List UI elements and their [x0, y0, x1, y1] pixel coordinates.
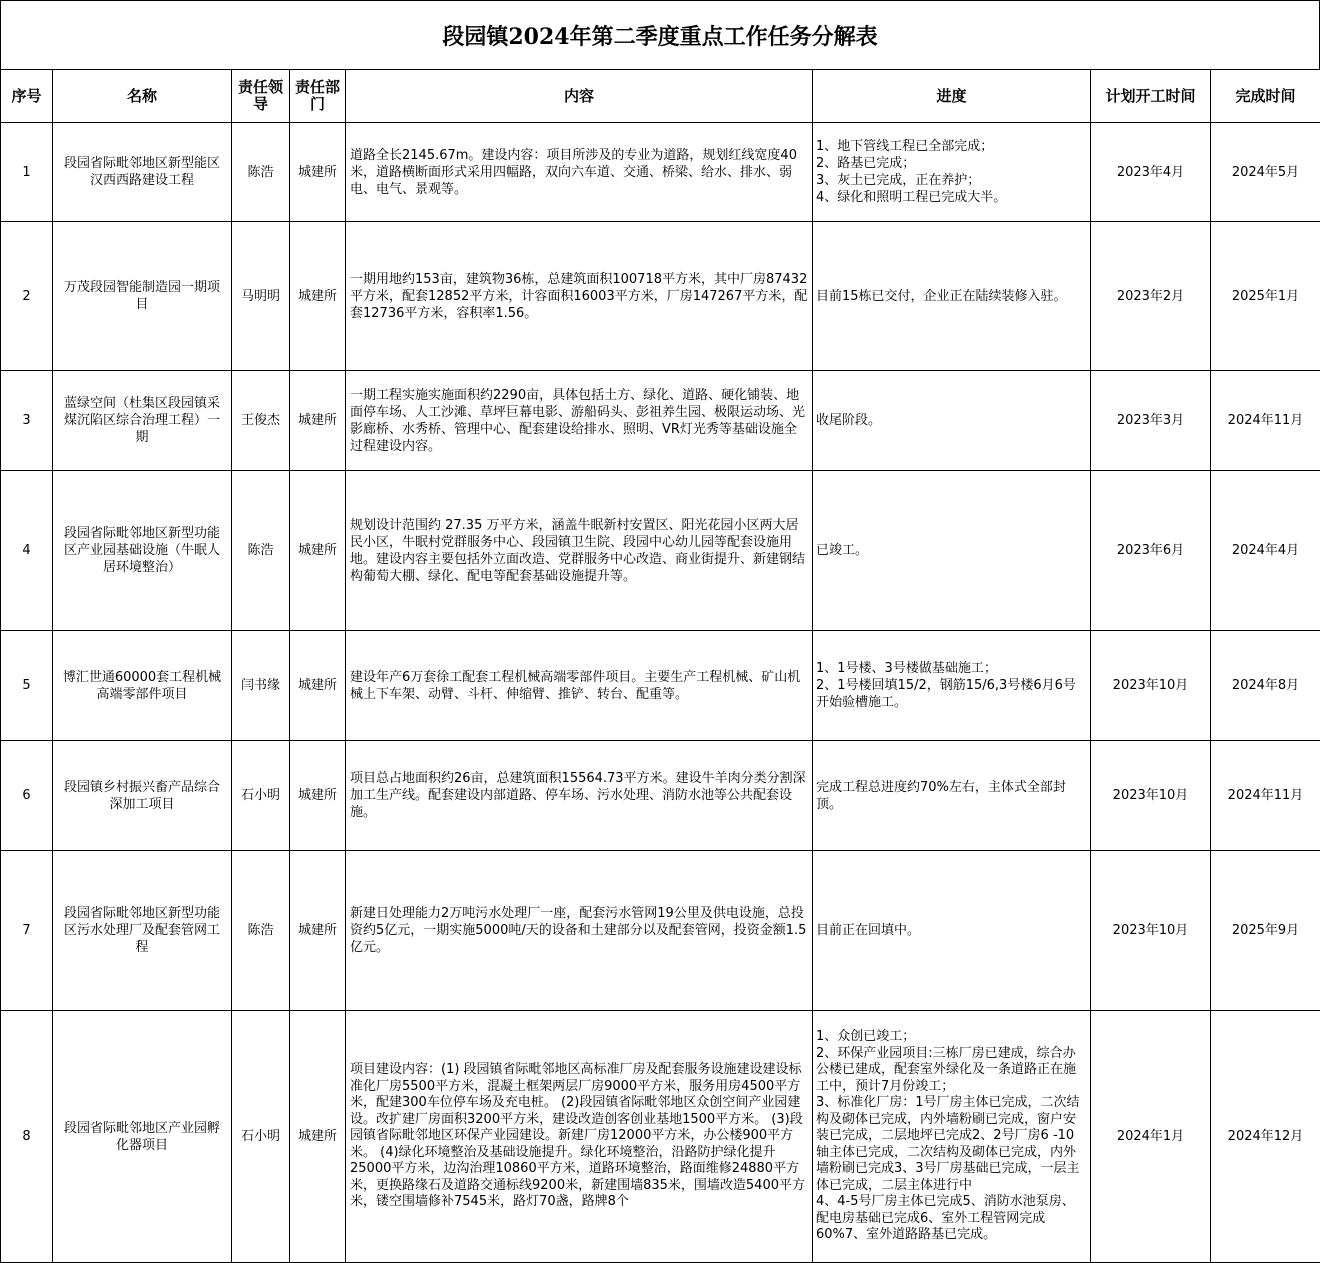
table-row [1, 631, 1320, 741]
row-name: 段园省际毗邻地区新型功能区产业园基础设施（牛眠人居环境整治） [53, 471, 232, 631]
table-row [1, 471, 1320, 631]
header-no: 序号 [1, 70, 53, 123]
row-no: 1 [1, 123, 53, 222]
table-row [1, 222, 1320, 371]
row-progress: 1、众创已竣工； 2、环保产业园项目:三栋厂房已建成，综合办公楼已建成，配套室外绿化及一条道路正在施工中，预计7月份竣工； 3、标准化厂房：1号厂房主体已完成，二次结构及砌体已完成，内外墙粉刷已完成，窗户安装已完成，二层地坪已完成2、2号厂房6 -10轴主体已完成，二次结构及砌体已完成，内外墙粉刷已完成3、3号厂房基础已完成，一层主体已完成，二层主体进行中 4、4-5号厂房主体已完成5、消防水池泵房、配电房基础已完成6、室外工程管网完成60%7、室外道路路基已完成。 [813, 1011, 1091, 1263]
row-leader: 陈浩 [232, 471, 290, 631]
row-name: 段园省际毗邻地区新型能区汉西西路建设工程 [53, 123, 232, 222]
row-dept: 城建所 [290, 741, 346, 851]
row-leader: 石小明 [232, 1011, 290, 1263]
row-start: 2023年10月 [1091, 741, 1211, 851]
row-progress: 目前正在回填中。 [813, 851, 1091, 1011]
row-name: 蓝绿空间（杜集区段园镇采煤沉陷区综合治理工程）一期 [53, 371, 232, 471]
row-no: 7 [1, 851, 53, 1011]
header-start: 计划开工时间 [1091, 70, 1211, 123]
row-leader: 闫书缘 [232, 631, 290, 741]
table-body [1, 123, 1320, 1263]
row-content: 建设年产6万套徐工配套工程机械高端零部件项目。主要生产工程机械、矿山机械上下车架、动臂、斗杆、伸缩臂、推铲、转台、配重等。 [346, 631, 813, 741]
row-end: 2024年11月 [1211, 371, 1320, 471]
row-no: 4 [1, 471, 53, 631]
row-content: 一期用地约153亩，建筑物36栋，总建筑面积100718平方米，其中厂房87432平方米，配套12852平方米，计容面积16003平方米，厂房147267平方米，配套12736平方米，容积率1.56。 [346, 222, 813, 371]
row-content: 项目建设内容：(1) 段园镇省际毗邻地区高标准厂房及配套服务设施建设建设标准化厂房5500平方米，混凝土框架两层厂房9000平方米，服务用房4500平方米，配建300车位停车场及充电桩。 (2)段园镇省际毗邻地区众创空间产业园建设。改扩建厂房面积3200平方米，建设改造创客创业基地1500平方米。 (3)段园镇省际毗邻地区环保产业园建设。新建厂房12000平方米，办公楼900平方米。 (4)绿化环境整治及基础设施提升。绿化环境整治，沿路防护绿化提升25000平方米，边沟治理10860平方米，道路环境整治，路面维修24880平方米，更换路缘石及道路交通标线9200米，新建围墙835米，围墙改造5400平方米，镂空围墙修补7545米，路灯70盏，路牌8个 [346, 1011, 813, 1263]
row-dept: 城建所 [290, 471, 346, 631]
row-leader: 陈浩 [232, 851, 290, 1011]
row-name: 万茂段园智能制造园一期项目 [53, 222, 232, 371]
row-name: 段园镇乡村振兴畜产品综合深加工项目 [53, 741, 232, 851]
row-end: 2024年5月 [1211, 123, 1320, 222]
row-end: 2024年4月 [1211, 471, 1320, 631]
row-end: 2025年9月 [1211, 851, 1320, 1011]
table-title: 段园镇2024年第二季度重点工作任务分解表 [0, 0, 1320, 69]
row-start: 2023年10月 [1091, 631, 1211, 741]
header-leader: 责任领导 [232, 70, 290, 123]
row-content: 规划设计范围约 27.35 万平方米，涵盖牛眠新村安置区、阳光花园小区两大居民小区，牛眠村党群服务中心、段园镇卫生院、段园中心幼儿园等配套设施用地。建设内容主要包括外立面改造、党群服务中心改造、商业街提升、新建钢结构葡萄大棚、绿化、配电等配套基础设施提升等。 [346, 471, 813, 631]
row-progress: 1、1号楼、3号楼做基础施工； 2、1号楼回填15/2，钢筋15/6,3号楼6月6号开始验槽施工。 [813, 631, 1091, 741]
row-start: 2023年4月 [1091, 123, 1211, 222]
row-progress: 1、地下管线工程已全部完成； 2、路基已完成； 3、灰土已完成，正在养护； 4、绿化和照明工程已完成大半。 [813, 123, 1091, 222]
row-progress: 已竣工。 [813, 471, 1091, 631]
row-content: 项目总占地面积约26亩，总建筑面积15564.73平方米。建设牛羊肉分类分割深加工生产线。配套建设内部道路、停车场、污水处理、消防水池等公共配套设施。 [346, 741, 813, 851]
row-dept: 城建所 [290, 1011, 346, 1263]
row-dept: 城建所 [290, 851, 346, 1011]
row-dept: 城建所 [290, 222, 346, 371]
task-table [0, 69, 1320, 1263]
row-end: 2024年12月 [1211, 1011, 1320, 1263]
header-row [1, 70, 1320, 123]
row-leader: 陈浩 [232, 123, 290, 222]
row-progress: 收尾阶段。 [813, 371, 1091, 471]
row-no: 6 [1, 741, 53, 851]
row-content: 一期工程实施实施面积约2290亩，具体包括土方、绿化、道路、硬化铺装、地面停车场、人工沙滩、草坪巨幕电影、游船码头、彭祖养生园、极限运动场、光影廊桥、水秀桥、管理中心、配套建设给排水、照明、VR灯光秀等基础设施全过程建设内容。 [346, 371, 813, 471]
table-row [1, 1011, 1320, 1263]
row-name: 博汇世通60000套工程机械高端零部件项目 [53, 631, 232, 741]
row-name: 段园省际毗邻地区新型功能区污水处理厂及配套管网工程 [53, 851, 232, 1011]
row-progress: 完成工程总进度约70%左右，主体式全部封顶。 [813, 741, 1091, 851]
row-content: 新建日处理能力2万吨污水处理厂一座，配套污水管网19公里及供电设施，总投资约5亿元，一期实施5000吨/天的设备和土建部分以及配套管网，投资金额1.5亿元。 [346, 851, 813, 1011]
header-end: 完成时间 [1211, 70, 1320, 123]
row-start: 2023年10月 [1091, 851, 1211, 1011]
table-row [1, 123, 1320, 222]
row-progress: 目前15栋已交付，企业正在陆续装修入驻。 [813, 222, 1091, 371]
header-name: 名称 [53, 70, 232, 123]
table-row [1, 741, 1320, 851]
row-leader: 王俊杰 [232, 371, 290, 471]
row-no: 5 [1, 631, 53, 741]
row-end: 2024年11月 [1211, 741, 1320, 851]
row-start: 2023年2月 [1091, 222, 1211, 371]
table-row [1, 851, 1320, 1011]
row-no: 8 [1, 1011, 53, 1263]
header-content: 内容 [346, 70, 813, 123]
row-leader: 马明明 [232, 222, 290, 371]
row-start: 2023年3月 [1091, 371, 1211, 471]
row-content: 道路全长2145.67m。建设内容：项目所涉及的专业为道路，规划红线宽度40米，道路横断面形式采用四幅路，双向六车道、交通、桥梁、给水、排水、弱电、电气、景观等。 [346, 123, 813, 222]
row-dept: 城建所 [290, 123, 346, 222]
header-progress: 进度 [813, 70, 1091, 123]
row-end: 2024年8月 [1211, 631, 1320, 741]
row-start: 2024年1月 [1091, 1011, 1211, 1263]
row-no: 2 [1, 222, 53, 371]
table-row [1, 371, 1320, 471]
row-dept: 城建所 [290, 631, 346, 741]
row-start: 2023年6月 [1091, 471, 1211, 631]
row-name: 段园省际毗邻地区产业园孵化器项目 [53, 1011, 232, 1263]
row-no: 3 [1, 371, 53, 471]
row-end: 2025年1月 [1211, 222, 1320, 371]
row-dept: 城建所 [290, 371, 346, 471]
row-leader: 石小明 [232, 741, 290, 851]
header-dept: 责任部门 [290, 70, 346, 123]
